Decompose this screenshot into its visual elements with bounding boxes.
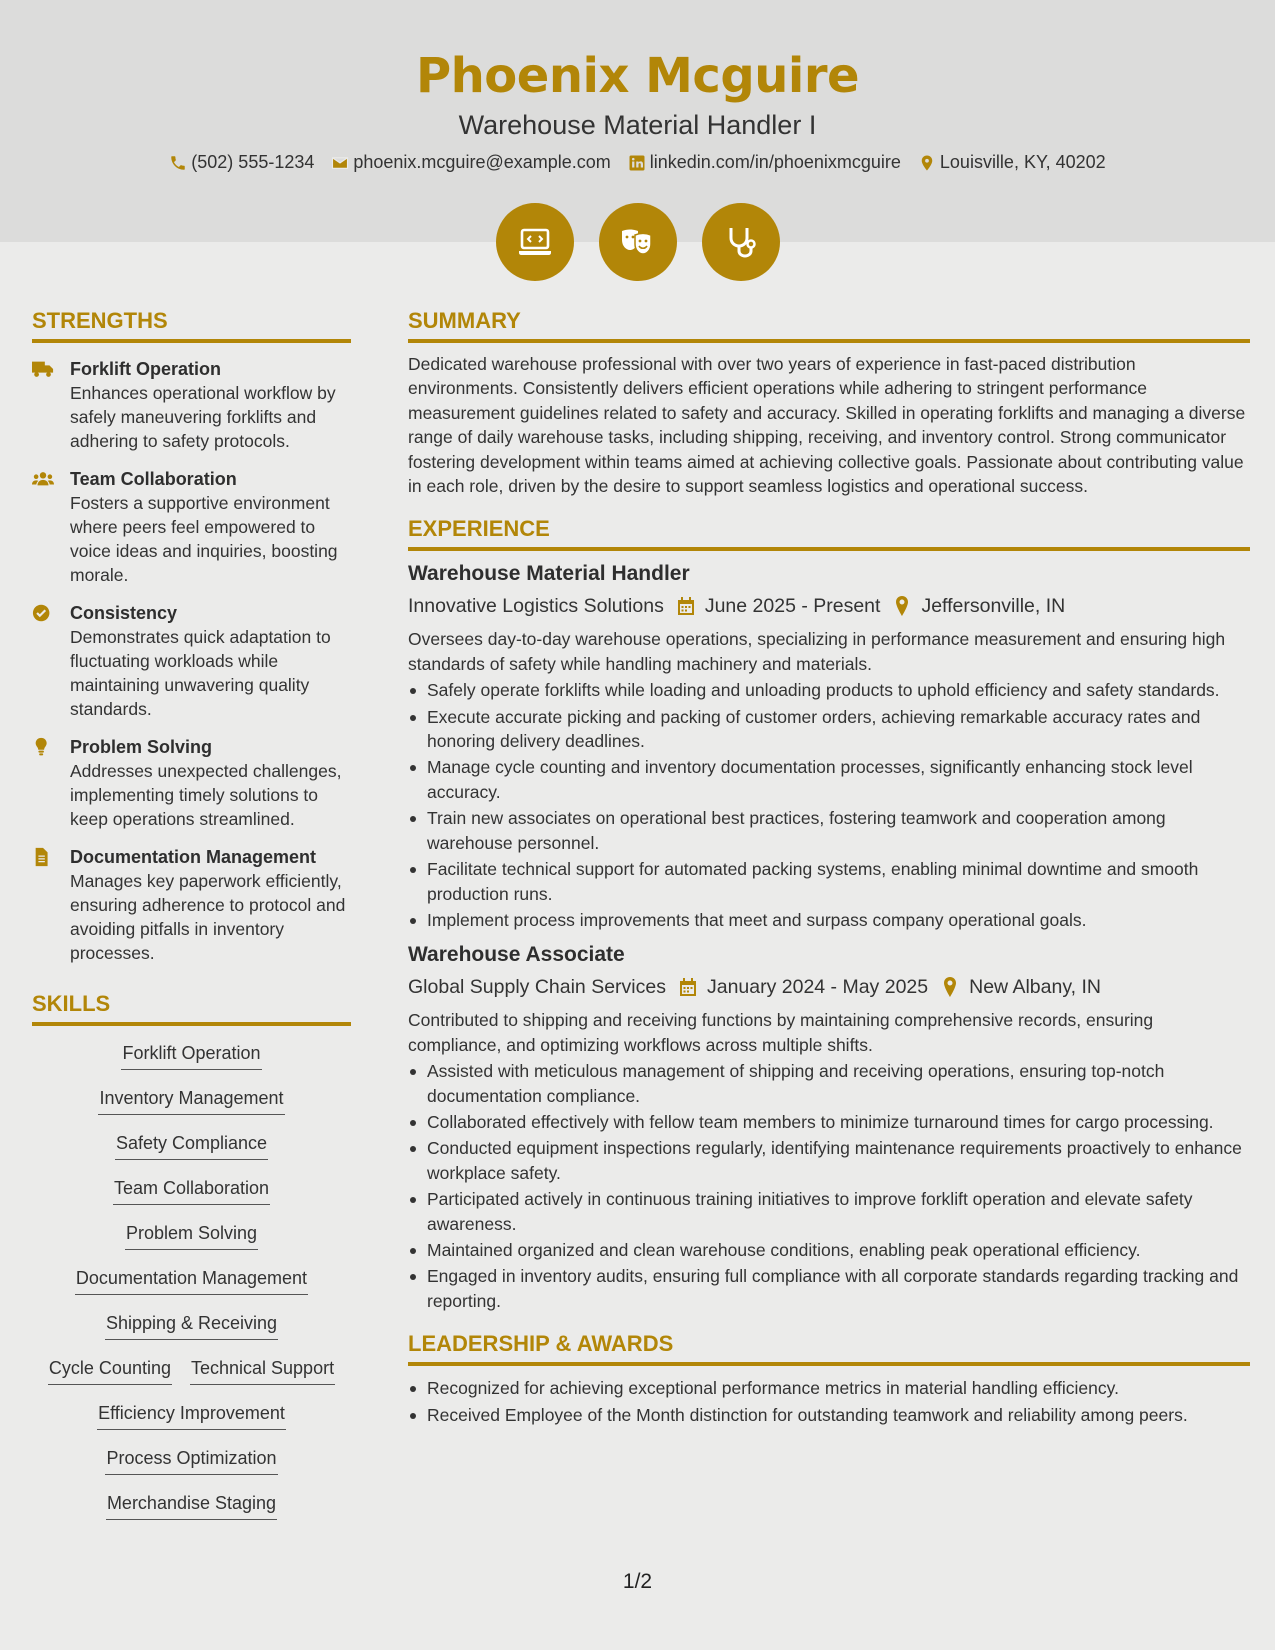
contact-location [918,152,1106,173]
right-column [408,308,1250,1429]
linkedin-text: linkedin.com/in/phoenixmcguire [649,152,901,172]
list-item: Participated actively in continuous training initiatives to improve forklift operation and elevate safety awareness. [408,1187,1250,1236]
map-pin-icon [940,977,960,997]
skill-tag: Cycle Counting [48,1355,172,1385]
skill-tag: Process Optimization [105,1445,277,1475]
job-bullets [408,1059,1250,1313]
location-text: Louisville, KY, 40202 [939,152,1106,172]
strength-name: Forklift Operation [70,359,222,379]
list-item: Recognized for achieving exceptional performance metrics in material handling efficiency. [408,1376,1250,1400]
job-meta [408,974,1250,1000]
truck-icon [32,359,54,379]
map-pin-icon [892,596,912,616]
candidate-name: Phoenix Mcguire [415,48,860,104]
list-item: Received Employee of the Month distinction for outstanding teamwork and reliability among peers. [408,1403,1250,1427]
laptop-code-icon [515,222,555,262]
job-bullets [408,678,1250,932]
job-entry [408,561,1250,932]
skill-tag: Inventory Management [98,1085,284,1115]
job-title: Warehouse Material Handler I [458,110,817,140]
contact-email[interactable] [331,152,610,173]
list-item: Train new associates on operational best practices, fostering teamwork and cooperation among warehouse personnel. [408,806,1250,855]
job-role: Warehouse Material Handler [408,562,690,586]
strength-desc: Demonstrates quick adaptation to fluctuating workloads while maintaining unwavering quality standards. [70,627,331,719]
list-item: Facilitate technical support for automated packing systems, enabling minimal downtime and smooth production runs. [408,857,1250,906]
strength-item [32,601,351,721]
strength-item [32,467,351,587]
job-location: Jeffersonville, IN [921,595,1066,618]
linkedin-icon [628,154,646,172]
phone-text: (502) 555-1234 [191,152,315,172]
job-dates: January 2024 - May 2025 [706,976,929,999]
contact-linkedin[interactable] [628,152,901,173]
summary-text: Dedicated warehouse professional with over two years of experience in fast-paced distribution environments. Consistently delivers efficient operations while adhering to stringent performance measurement guidelines related to safety and accuracy. Skilled in operating forklifts and managing a diverse range of daily warehouse tasks, including shipping, receiving, and inventory control. Strong communicator fostering development within teams aimed at achieving collective goals. Passionate about contributing value in each role, driven by the desire to support seamless logistics and operational success. [408,354,1246,497]
list-item: Execute accurate picking and packing of customer orders, achieving remarkable accuracy rates and honoring delivery deadlines. [408,705,1250,754]
laptop-code-badge [496,203,574,281]
strength-name: Documentation Management [70,847,317,867]
calendar-icon [678,977,698,997]
awards-heading: LEADERSHIP & AWARDS [408,1331,1250,1366]
skill-tag: Shipping & Receiving [105,1310,278,1340]
job-dates: June 2025 - Present [704,595,881,618]
skills-heading: SKILLS [32,991,351,1026]
stethoscope-icon [721,222,761,262]
strength-name: Problem Solving [70,737,213,757]
strength-desc: Enhances operational workflow by safely maneuvering forklifts and adhering to safety protocols. [70,383,336,451]
skill-tag: Problem Solving [125,1220,258,1250]
skill-tag: Forklift Operation [121,1040,261,1070]
strength-item [32,357,351,453]
job-company: Innovative Logistics Solutions [408,595,664,618]
list-item: Engaged in inventory audits, ensuring full compliance with all corporate standards regarding tracking and reporting. [408,1264,1250,1313]
list-item: Implement process improvements that meet and surpass company operational goals. [408,908,1250,932]
contact-phone[interactable] [169,152,314,173]
contact-bar [0,152,1275,173]
strength-item [32,845,351,965]
job-description: Oversees day-to-day warehouse operations, specializing in performance measurement and ensuring high standards of safety while handling machinery and materials. [408,629,1226,674]
skill-tag: Efficiency Improvement [97,1400,286,1430]
users-icon [32,469,54,489]
job-company: Global Supply Chain Services [408,976,666,999]
awards-list [408,1376,1250,1427]
strength-name: Team Collaboration [70,469,237,489]
strength-item [32,735,351,831]
page-number: 1/2 [622,1570,653,1593]
theater-masks-badge [599,203,677,281]
interest-badges [0,203,1275,281]
list-item: Safely operate forklifts while loading and unloading products to uphold efficiency and safety standards. [408,678,1250,702]
lightbulb-icon [32,737,54,757]
document-icon [32,847,54,867]
job-entry [408,942,1250,1313]
strength-desc: Addresses unexpected challenges, implementing timely solutions to keep operations streamlined. [70,761,342,829]
job-role: Warehouse Associate [408,943,625,967]
list-item: Conducted equipment inspections regularly, identifying maintenance requirements proactively to enhance workplace safety. [408,1136,1250,1185]
job-meta [408,593,1250,619]
experience-heading: EXPERIENCE [408,516,1250,551]
skill-tag: Team Collaboration [113,1175,270,1205]
check-circle-icon [32,603,54,623]
theater-masks-icon [618,222,658,262]
phone-icon [169,154,187,172]
skill-tag: Documentation Management [75,1265,308,1295]
skill-tag: Merchandise Staging [106,1490,277,1520]
stethoscope-badge [702,203,780,281]
strengths-heading: STRENGTHS [32,308,351,343]
email-text: phoenix.mcguire@example.com [353,152,611,172]
list-item: Maintained organized and clean warehouse conditions, enabling peak operational efficiency. [408,1238,1250,1262]
skills-list [32,1040,351,1535]
list-item: Manage cycle counting and inventory documentation processes, significantly enhancing stock level accuracy. [408,755,1250,804]
skill-tag: Technical Support [190,1355,335,1385]
list-item: Collaborated effectively with fellow team members to minimize turnaround times for cargo processing. [408,1110,1250,1134]
calendar-icon [676,596,696,616]
strength-desc: Manages key paperwork efficiently, ensuring adherence to protocol and avoiding pitfalls in inventory processes. [70,871,346,963]
summary-heading: SUMMARY [408,308,1250,343]
skill-tag: Safety Compliance [115,1130,268,1160]
strength-desc: Fosters a supportive environment where peers feel empowered to voice ideas and inquiries, boosting morale. [70,493,338,585]
left-column [32,308,351,1535]
envelope-icon [331,154,349,172]
job-location: New Albany, IN [969,976,1101,999]
list-item: Assisted with meticulous management of shipping and receiving operations, ensuring top-notch documentation compliance. [408,1059,1250,1108]
map-pin-icon [918,154,936,172]
strength-name: Consistency [70,603,178,623]
job-description: Contributed to shipping and receiving functions by maintaining comprehensive records, ensuring compliance, and optimizing workflows across multiple shifts. [408,1010,1154,1055]
